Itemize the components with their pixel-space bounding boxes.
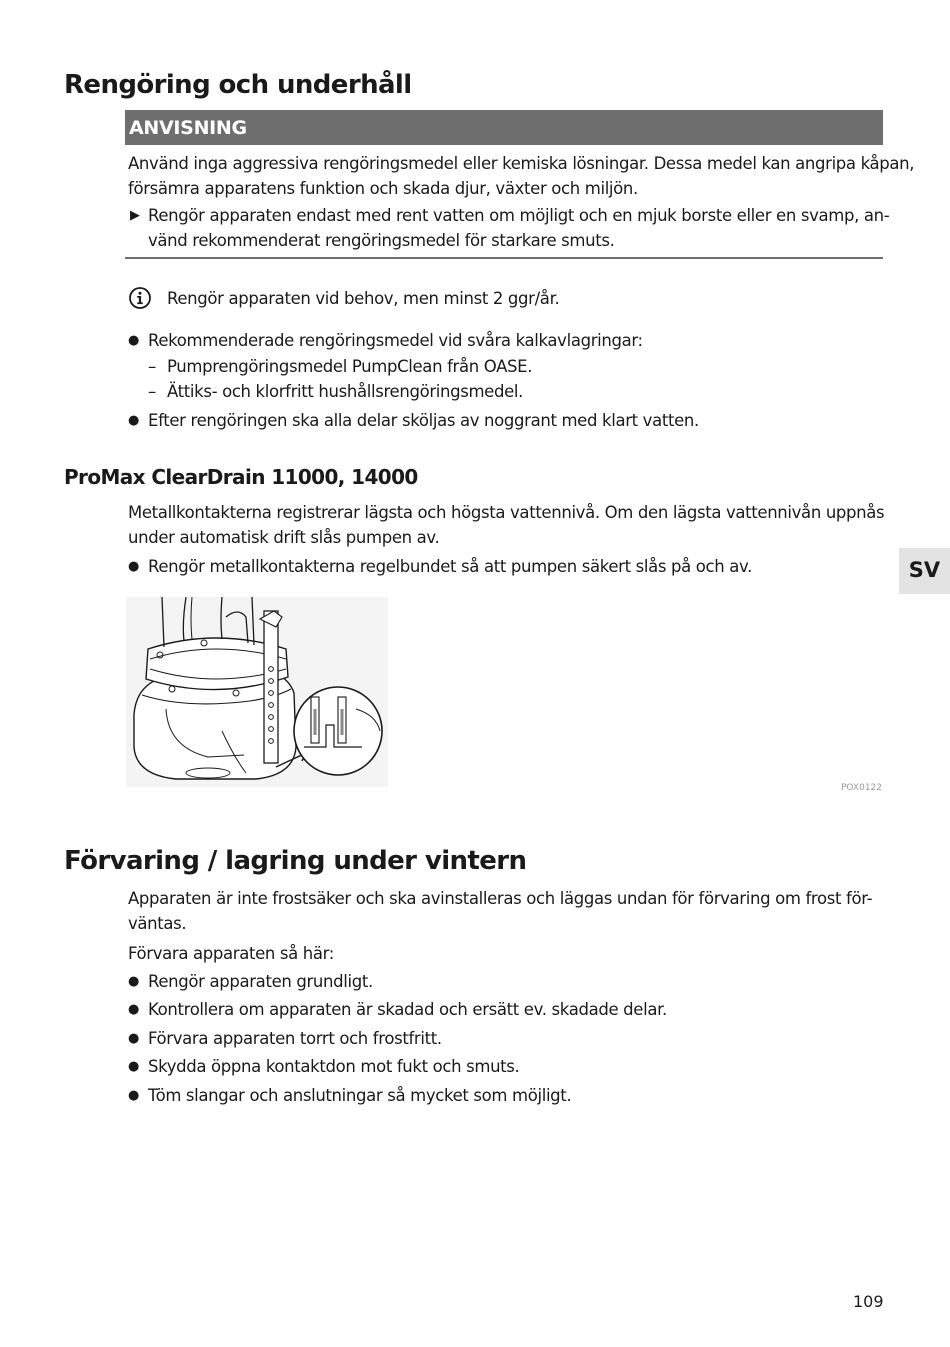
bullet-icon: ● (128, 1031, 139, 1046)
storage-instructions-intro: Förvara apparaten så här: (128, 944, 335, 963)
bullet-icon: ● (128, 1059, 139, 1074)
page-number: 109 (853, 1292, 884, 1311)
pump-illustration (126, 597, 388, 787)
notice-label: ANVISNING (129, 117, 247, 139)
promax-text-line-1: Metallkontakterna registrerar lägsta och högsta vattennivå. Om den lägsta vattennivån uppnås (128, 503, 885, 522)
storage-text-line-2: väntas. (128, 914, 187, 933)
bullet-icon: ● (128, 1002, 139, 1017)
storage-text-line-1: Apparaten är inte frostsäker och ska avinstalleras och läggas undan för förvaring om frost för- (128, 889, 873, 908)
info-text: Rengör apparaten vid behov, men minst 2 ggr/år. (167, 289, 560, 308)
list-item-rinse: Efter rengöringen ska alla delar sköljas av noggrant med klart vatten. (148, 411, 699, 430)
list-item-cleaning-agents: Rekommenderade rengöringsmedel vid svåra kalkavlagringar: (148, 331, 643, 350)
section-title-storage: Förvaring / lagring under vintern (64, 846, 527, 876)
dash-icon: – (148, 357, 156, 376)
notice-text-line-2: försämra apparatens funktion och skada djur, växter och miljön. (128, 179, 638, 198)
list-item: Töm slangar och anslutningar så mycket som möjligt. (148, 1086, 572, 1105)
notice-action-line-2: vänd rekommenderat rengöringsmedel för starkare smuts. (148, 231, 615, 250)
triangle-right-icon: ▶ (130, 208, 140, 223)
bullet-icon: ● (128, 413, 139, 428)
sub-list-item-pumpclean: Pumprengöringsmedel PumpClean från OASE. (167, 357, 533, 376)
bullet-icon: ● (128, 333, 139, 348)
language-tab (899, 548, 950, 594)
list-item-metal-contacts: Rengör metallkontakterna regelbundet så att pumpen säkert slås på och av. (148, 557, 753, 576)
dash-icon: – (148, 382, 156, 401)
notice-divider (125, 257, 883, 259)
list-item: Skydda öppna kontaktdon mot fukt och smuts. (148, 1057, 520, 1076)
figure-code: POX0122 (841, 783, 883, 793)
notice-header (125, 110, 883, 145)
info-circle-icon (128, 286, 152, 310)
list-item: Förvara apparaten torrt och frostfritt. (148, 1029, 442, 1048)
section-title-promax: ProMax ClearDrain 11000, 14000 (64, 465, 418, 489)
bullet-icon: ● (128, 1088, 139, 1103)
sub-list-item-household-cleaner: Ättiks- och klorfritt hushållsrengöringsmedel. (167, 382, 524, 401)
list-item: Kontrollera om apparaten är skadad och ersätt ev. skadade delar. (148, 1000, 667, 1019)
notice-text-line-1: Använd inga aggressiva rengöringsmedel eller kemiska lösningar. Dessa medel kan angripa kåpan, (128, 154, 915, 173)
bullet-icon: ● (128, 974, 139, 989)
promax-text-line-2: under automatisk drift slås pumpen av. (128, 528, 440, 547)
language-tab-label: SV (908, 558, 941, 582)
notice-action-line-1: Rengör apparaten endast med rent vatten om möjligt och en mjuk borste eller en svamp, an- (148, 206, 890, 225)
bullet-icon: ● (128, 559, 139, 574)
list-item: Rengör apparaten grundligt. (148, 972, 373, 991)
section-title-cleaning: Rengöring och underhåll (64, 70, 412, 100)
